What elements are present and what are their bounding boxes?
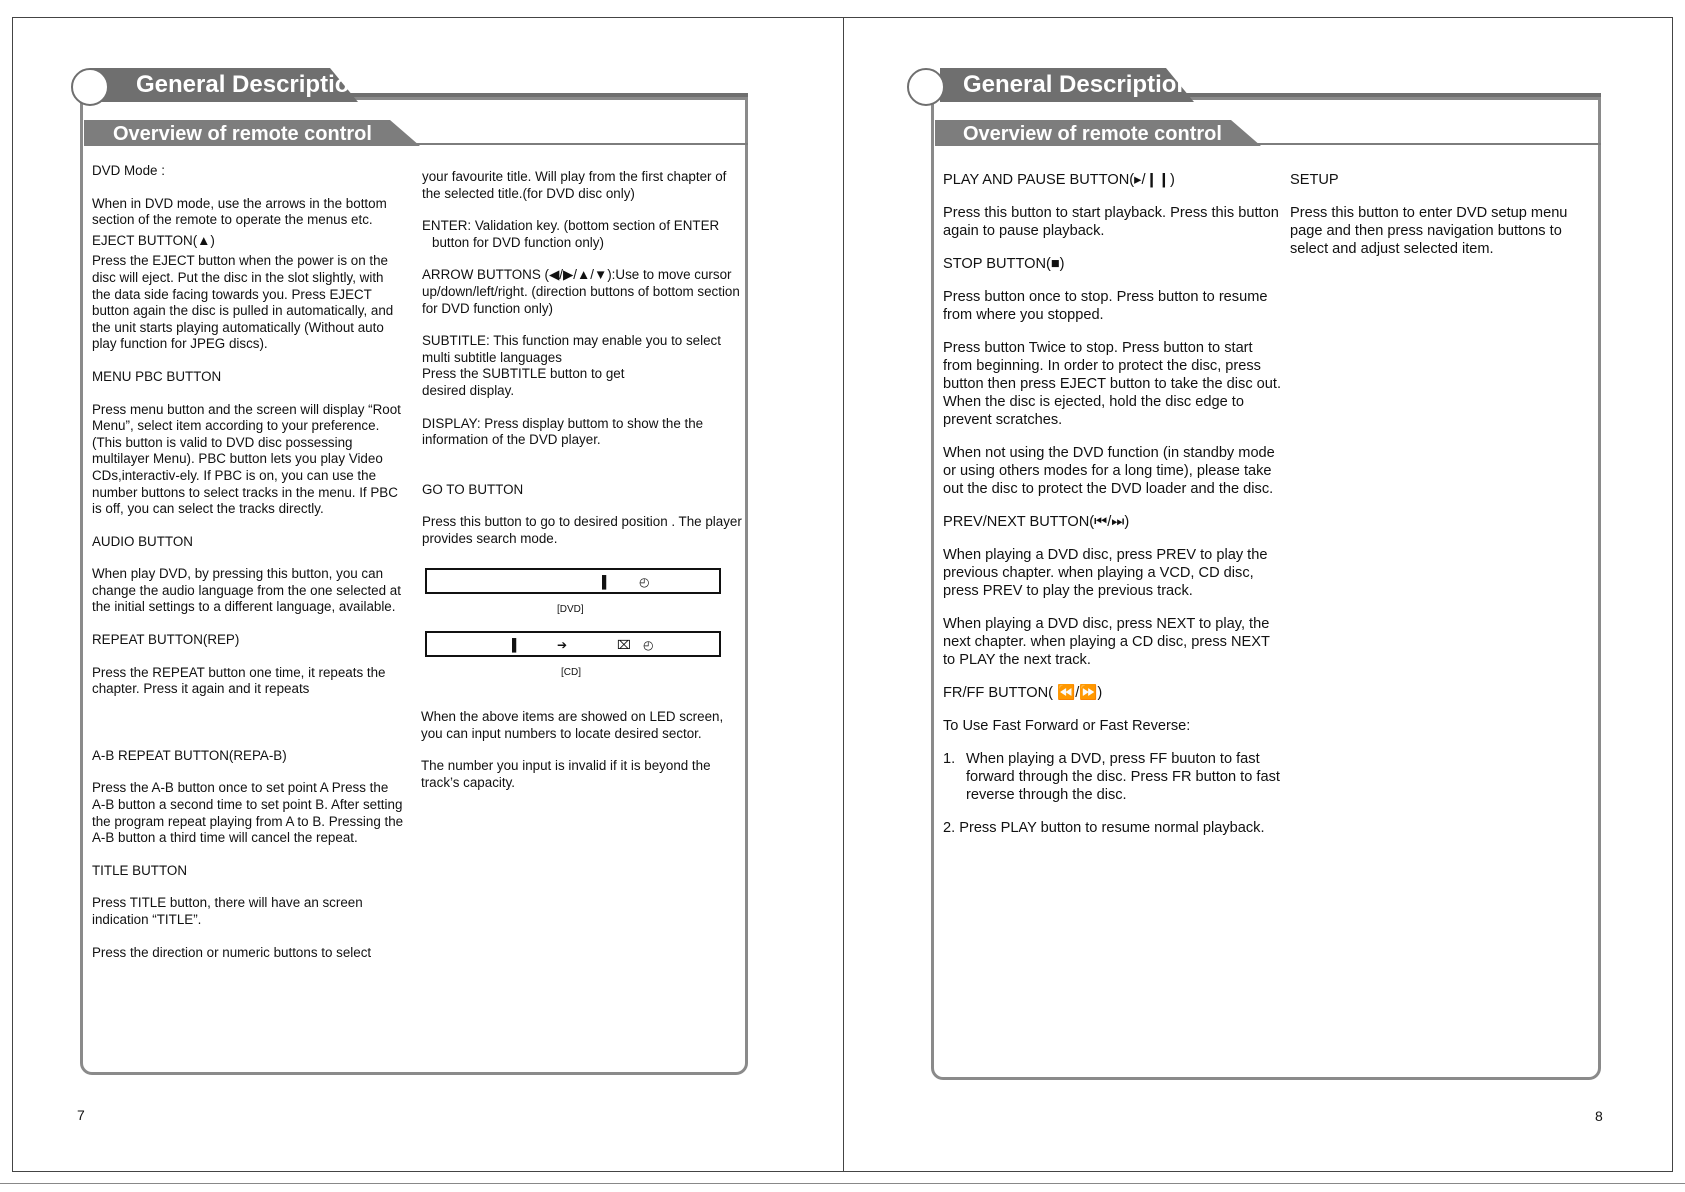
section-heading: EJECT BUTTON(▲) [92,232,215,248]
left-column-1 [92,163,404,977]
lcd-dvd-bar-icon: ▌ [602,575,611,589]
display-para: DISPLAY: Press display buttom to show the the information of the DVD player. [422,415,704,448]
fr-ff-heading: FR/FF BUTTON( ⏪/⏩) [943,685,1103,701]
section-paragraph: Press TITLE button, there will have an screen indication “TITLE”. [92,895,363,927]
prev-para: When playing a DVD disc, press PREV to play the previous chapter. when playing a VCD, CD disc, press PREV to play the previous track. [943,547,1268,599]
fr-ff-intro: To Use Fast Forward or Fast Reverse: [943,718,1191,734]
stop-para-2: Press button Twice to stop. Press button to start from beginning. In order to protect the disc, press button then press EJECT button to take the disc out. When the disc is ejected, hold the disc edge to prevent scratches. [943,340,1282,428]
prev-next-heading: PREV/NEXT BUTTON(⏮/⏭) [943,514,1130,530]
right-column-2 [1290,171,1595,273]
next-para: When playing a DVD disc, press NEXT to play, the next chapter. when playing a CD disc, press NEXT to PLAY the next track. [943,616,1270,668]
right-header-circle [907,68,945,106]
play-pause-para: Press this button to start playback. Press this button again to pause playback. [943,205,1279,239]
section-heading: TITLE BUTTON [92,862,187,878]
left-header-circle [71,68,109,106]
section-heading: MENU PBC BUTTON [92,368,222,384]
section-heading: A-B REPEAT BUTTON(REPA-B) [92,747,287,763]
lcd-cd-cross-icon: ⌧ [617,638,631,652]
section-paragraph: When play DVD, by pressing this button, you can change the audio language from the one selected at the initial settings to a different language, available. [92,566,401,615]
lcd-cd-caption: [CD] [561,667,581,678]
right-column-1 [943,171,1283,852]
lcd-cd-bar-icon: ▌ [512,638,521,652]
section-paragraph: Press menu button and the screen will display “Root Menu”, select item according to your preference. (This button is valid to DVD disc possessing multilayer Menu). PBC button lets you play Video CDs,interactiv-ely. If PBC is on, you can use the number buttons to select tracks in the menu. If PBC is off, you can select the tracks directly. [92,401,401,517]
section-heading: AUDIO BUTTON [92,533,193,549]
lcd-cd-speaker-icon: ➔ [557,638,568,652]
invalid-para: The number you input is invalid if it is beyond the track’s capacity. [421,758,711,790]
section-heading: REPEAT BUTTON(REP) [92,632,240,648]
subtitle-para-1: SUBTITLE: This function may enable you to select multi subtitle languages [422,333,721,365]
goto-para: Press this button to go to desired position . The player provides search mode. [422,514,742,546]
section-paragraph: Press the direction or numeric buttons to select [92,944,372,960]
section-paragraph: When in DVD mode, use the arrows in the bottom section of the remote to operate the menus etc. [92,195,387,228]
left-column-2-lower [421,709,741,807]
setup-heading: SETUP [1290,172,1339,188]
led-para: When the above items are showed on LED screen, you can input numbers to locate desired sector. [421,709,724,741]
left-header-title: General Description [136,71,365,98]
play-pause-heading: PLAY AND PAUSE BUTTON(▸/❙❙) [943,172,1175,188]
lcd-dvd-display [425,568,721,594]
lcd-dvd-clock-icon: ◴ [639,575,650,589]
fr-ff-step-1 [943,750,1283,804]
right-section-title: Overview of remote control [963,123,1222,145]
right-page-number: 8 [1595,1108,1603,1124]
subtitle-para-2: Press the SUBTITLE button to get desired display. [422,366,625,398]
left-section-title: Overview of remote control [113,123,372,145]
section-paragraph: Press the EJECT button when the power is on the disc will eject. Put the disc in the slot slightly, with the data side facing towards you. Press EJECT button again the disc is pulled in automatically, and the unit starts playing automatically (Without auto play function for JPEG discs). [92,253,394,352]
standby-para: When not using the DVD function (in standby mode or using others modes for a long time), please take out the disc to protect the DVD loader and the disc. [943,445,1275,497]
lcd-cd-display [425,631,721,657]
right-header-title: General Description [963,71,1192,98]
setup-para: Press this button to enter DVD setup menu page and then press navigation buttons to select and adjust selected item. [1290,205,1568,257]
arrow-buttons-para: ARROW BUTTONS (◀/▶/▲/▼):Use to move cursor up/down/left/right. (direction buttons of bottom section for DVD function only) [422,267,740,316]
lcd-dvd-caption: [DVD] [557,604,584,615]
stop-para-1: Press button once to stop. Press button to resume from where you stopped. [943,289,1268,323]
section-paragraph: Press the A-B button once to set point A Press the A-B button a second time to set point B. After setting the program repeat playing from A to B. Pressing the A-B button a third time will cancel the repeat. [92,780,404,846]
stop-heading: STOP BUTTON(■) [943,256,1065,272]
section-paragraph: Press the REPEAT button one time, it repeats the chapter. Press it again and it repeats [92,664,386,697]
enter-line-1: ENTER: Validation key. (bottom section of ENTER [422,218,720,234]
left-column-2 [422,169,742,564]
lcd-cd-clock-icon: ◴ [643,638,654,652]
section-heading: DVD Mode : [92,163,165,178]
fr-ff-step-1-number: 1. [943,751,956,767]
left-page-number: 7 [77,1107,85,1123]
fr-ff-step-1-text: When playing a DVD, press FF buuton to fast forward through the disc. Press FR button to fast reverse through the disc. [966,751,1280,803]
fr-ff-step-2: 2. Press PLAY button to resume normal playback. [943,820,1265,836]
goto-heading: GO TO BUTTON [422,481,524,497]
enter-line-2: button for DVD function only) [432,234,604,250]
title-continuation: your favourite title. Will play from the first chapter of the selected title.(for DVD disc only) [422,169,727,201]
page-spine [843,17,844,1172]
